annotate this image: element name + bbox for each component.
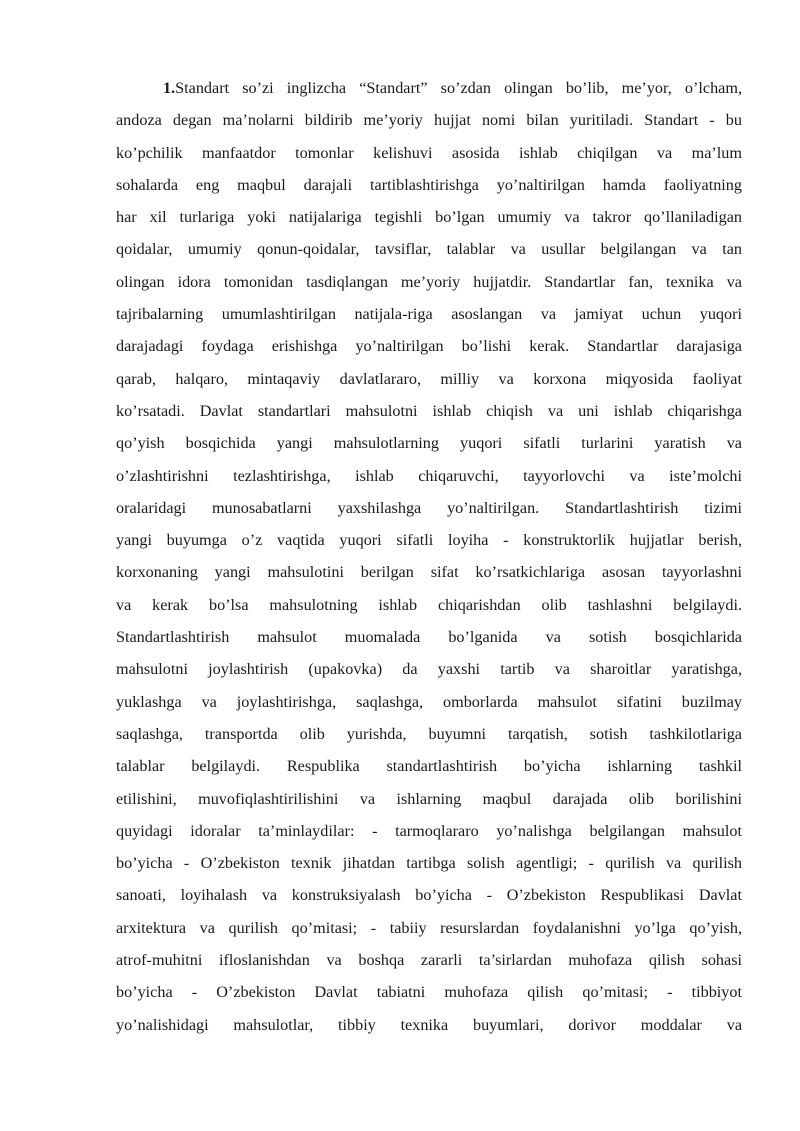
- paragraph-line: sohalarda eng maqbul darajali tartiblashtirishga yo’naltirilgan hamda faoliyatning: [116, 175, 742, 194]
- paragraph-line: yo’nalishidagi mahsulotlar, tibbiy texnika buyumlari, dorivor moddalar va: [116, 1015, 742, 1034]
- paragraph-line: atrof-muhitni ifloslanishdan va boshqa zararli ta’sirlardan muhofaza qilish sohasi: [116, 951, 742, 970]
- paragraph-line: [116, 72, 742, 104]
- paragraph-line: qarab, halqaro, mintaqaviy davlatlararo, milliy va korxona miqyosida faoliyat: [116, 369, 742, 388]
- paragraph-line: saqlashga, transportda olib yurishda, buyumni tarqatish, sotish tashkilotlariga: [116, 724, 742, 743]
- paragraph-line: quyidagi idoralar ta’minlaydilar: - tarmoqlararo yo’nalishga belgilangan mahsulot: [116, 821, 742, 840]
- paragraph-line: yuklashga va joylashtirishga, saqlashga, omborlarda mahsulot sifatini buzilmay: [116, 692, 742, 711]
- paragraph-line: bo’yicha - O’zbekiston Davlat tabiatni muhofaza qilish qo’mitasi; - tibbiyot: [116, 983, 742, 1002]
- paragraph-line: mahsulotni joylashtirish (upakovka) da yaxshi tartib va sharoitlar yaratishga,: [116, 660, 742, 679]
- paragraph-line: sanoati, loyihalash va konstruksiyalash bo’yicha - O’zbekiston Respublikasi Davlat: [116, 886, 742, 905]
- paragraph-line: va kerak bo’lsa mahsulotning ishlab chiqarishdan olib tashlashni belgilaydi.: [116, 595, 742, 614]
- paragraph-line: tajribalarning umumlashtirilgan natijala-riga asoslangan va jamiyat uchun yuqori: [116, 305, 742, 324]
- paragraph-line: korxonaning yangi mahsulotini berilgan sifat ko’rsatkichlariga asosan tayyorlashni: [116, 563, 742, 582]
- paragraph-line: ko’pchilik manfaatdor tomonlar kelishuvi asosida ishlab chiqilgan va ma’lum: [116, 143, 742, 162]
- paragraph-number: 1.: [163, 79, 176, 97]
- paragraph-line: yangi buyumga o’z vaqtida yuqori sifatli loyiha - konstruktorlik hujjatlar berish,: [116, 531, 742, 550]
- paragraph-line: andoza degan ma’nolarni bildirib me’yoriy hujjat nomi bilan yuritiladi. Standart - bu: [116, 111, 742, 130]
- paragraph-line: qo’yish bosqichida yangi mahsulotlarning yuqori sifatli turlarini yaratish va: [116, 434, 742, 453]
- paragraph-line: o’zlashtirishni tezlashtirishga, ishlab chiqaruvchi, tayyorlovchi va iste’molchi: [116, 466, 742, 485]
- paragraph-line: har xil turlariga yoki natijalariga tegishli bo’lgan umumiy va takror qo’llaniladigan: [116, 208, 742, 227]
- paragraph-line: bo’yicha - O’zbekiston texnik jihatdan tartibga solish agentligi; - qurilish va qurilish: [116, 854, 742, 873]
- paragraph-line: oralaridagi munosabatlarni yaxshilashga yo’naltirilgan. Standartlashtirish tizimi: [116, 498, 742, 517]
- paragraph-line: etilishini, muvofiqlashtirilishini va ishlarning maqbul darajada olib borilishini: [116, 789, 742, 808]
- paragraph-line: ko’rsatadi. Davlat standartlari mahsulotni ishlab chiqish va uni ishlab chiqarishga: [116, 401, 742, 420]
- paragraph-line: darajadagi foydaga erishishga yo’naltirilgan bo’lishi kerak. Standartlar darajasiga: [116, 337, 742, 356]
- paragraph-line: olingan idora tomonidan tasdiqlangan me’yoriy hujjatdir. Standartlar fan, texnika va: [116, 272, 742, 291]
- body-paragraph: [116, 72, 742, 1041]
- paragraph-line: arxitektura va qurilish qo’mitasi; - tabiiy resurslardan foydalanishni yo’lga qo’yish,: [116, 918, 742, 937]
- paragraph-line: talablar belgilaydi. Respublika standartlashtirish bo’yicha ishlarning tashkil: [116, 757, 742, 776]
- paragraph-line: Standartlashtirish mahsulot muomalada bo’lganida va sotish bosqichlarida: [116, 628, 742, 647]
- paragraph-line: qoidalar, umumiy qonun-qoidalar, tavsiflar, talablar va usullar belgilangan va tan: [116, 240, 742, 259]
- paragraph-line-text: Standart so’zi inglizcha “Standart” so’zdan olingan bo’lib, me’yor, o’lcham,: [175, 79, 742, 97]
